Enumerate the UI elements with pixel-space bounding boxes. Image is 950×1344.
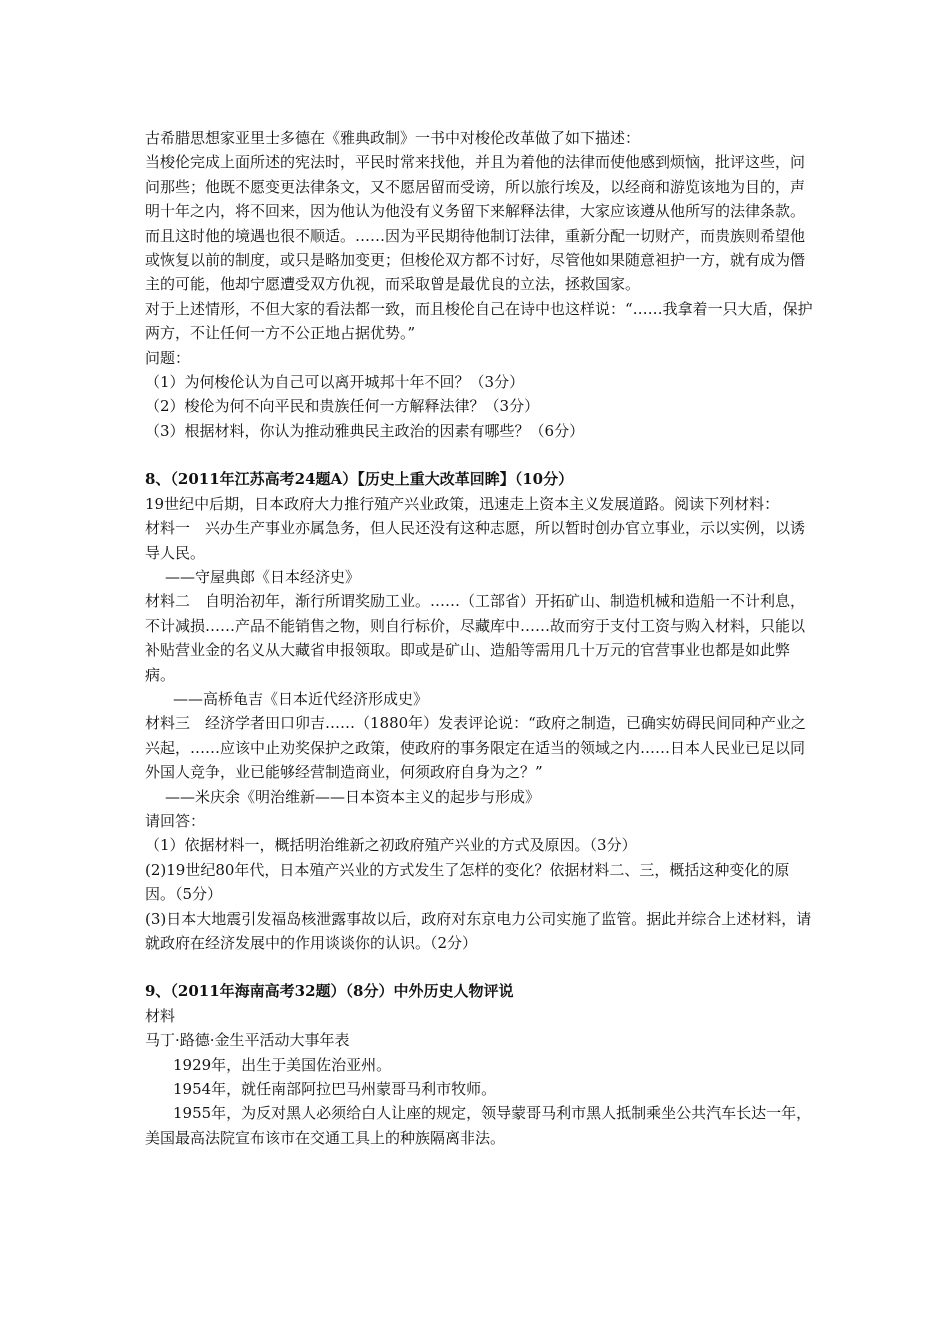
section8-question-3: (3)日本大地震引发福岛核泄露事故以后，政府对东京电力公司实施了监管。据此并综合上述材料，请就政府在经济发展中的作用谈谈你的认识。（2分） (145, 909, 812, 952)
section7-questions-label: 问题： (145, 348, 191, 367)
document-body (145, 126, 813, 1150)
section8-material-3: 材料三 经济学者田口卯吉……（1880年）发表评论说：“政府之制造，已确实妨碍民间同种产业之兴起，……应该中止劝奖保护之政策，使政府的事务限定在适当的领域之内……日本人民业已足以同外国人竞争，业已能够经营制造商业，何须政府自身为之？” (145, 714, 806, 782)
section8-material-1: 材料一 兴办生产事业亦属急务，但人民还没有这种志愿，所以暂时创办官立事业，示以实例，以诱导人民。 (145, 519, 806, 562)
section8-material-2: 材料二 自明治初年，渐行所谓奖励工业。……（工部省）开拓矿山、制造机械和造船一不计利息，不计减损……产品不能销售之物，则自行标价，尽藏库中……故而穷于支付工资与购入材料，只能以补贴营业金的名义从大藏省申报领取。即或是矿山、造船等需用几十万元的官营事业也都是如此弊病。 (145, 592, 806, 684)
section9-table-title: 马丁·路德·金生平活动大事年表 (145, 1031, 350, 1050)
section7-question-3: （3）根据材料，你认为推动雅典民主政治的因素有哪些？（6分） (145, 421, 585, 440)
section8-material-2-source: ——高桥龟吉《日本近代经济形成史》 (173, 689, 429, 708)
section9-event-1: 1929年，出生于美国佐治亚州。 (173, 1055, 392, 1074)
section8-answer-label: 请回答： (145, 811, 206, 830)
section9-heading: 9、（2011年海南高考32题）（8分）中外历史人物评说 (145, 982, 514, 1001)
section8-question-1: （1）依据材料一，概括明治维新之初政府殖产兴业的方式及原因。（3分） (145, 836, 637, 855)
section9-event-3: 1955年，为反对黑人必须给白人让座的规定，领导蒙哥马利市黑人抵制乘坐公共汽车长达一年，美国最高法院宣布该市在交通工具上的种族隔离非法。 (145, 1104, 812, 1147)
section8-question-2: (2)19世纪80年代，日本殖产兴业的方式发生了怎样的变化？依据材料二、三，概括这种变化的原因。（5分） (145, 860, 790, 904)
section8-material-3-source: ——米庆余《明治维新——日本资本主义的起步与形成》 (165, 787, 541, 806)
section8-heading: 8、（2011年江苏高考24题A）【历史上重大改革回眸】（10分） (145, 470, 574, 489)
section9-event-2: 1954年，就任南部阿拉巴马州蒙哥马利市牧师。 (173, 1080, 497, 1099)
section7-intro: 古希腊思想家亚里士多德在《雅典政制》一书中对梭伦改革做了如下描述： (145, 129, 641, 147)
section7-question-1: （1）为何梭伦认为自己可以离开城邦十年不回？（3分） (145, 373, 525, 392)
section8-intro: 19世纪中后期，日本政府大力推行殖产兴业政策，迅速走上资本主义发展道路。阅读下列材料： (145, 494, 780, 513)
section7-question-2: （2）梭伦为何不向平民和贵族任何一方解释法律？（3分） (145, 397, 540, 416)
section7-passage2: 对于上述情形，不但大家的看法都一致，而且梭伦自己在诗中也这样说：“……我拿着一只大盾，保护两方，不让任何一方不公正地占据优势。” (145, 299, 813, 343)
section9-material-label: 材料 (145, 1006, 176, 1025)
section8-material-1-source: ——守屋典郎《日本经济史》 (165, 567, 361, 586)
section7-passage: 当梭伦完成上面所述的宪法时，平民时常来找他，并且为着他的法律而使他感到烦恼，批评这些，问问那些；他既不愿变更法律条文，又不愿居留而受谤，所以旅行埃及，以经商和游览该地为目的，声明十年之内，将不回来，因为他认为他没有义务留下来解释法律，大家应该遵从他所写的法律条款。而且这时他的境遇也很不顺适。……因为平民期待他制订法律，重新分配一切财产，而贵族则希望他或恢复以前的制度，或只是略加变更；但梭伦双方都不讨好，尽管他如果随意袒护一方，就有成为僭主的可能，他却宁愿遭受双方仇视，而采取曾是最优良的立法，拯救国家。 (145, 153, 806, 294)
